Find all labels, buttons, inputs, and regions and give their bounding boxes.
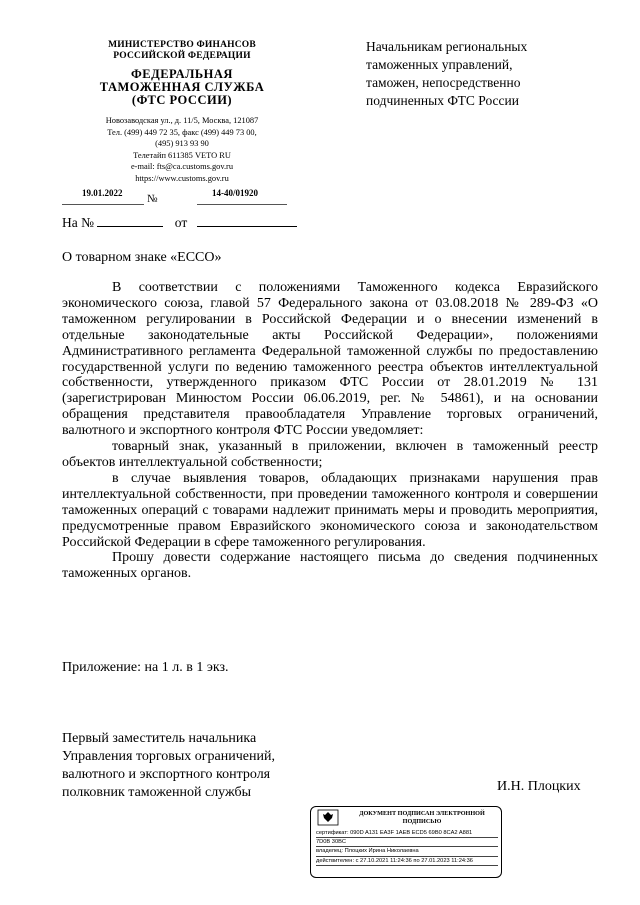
website: https://www.customs.gov.ru — [135, 173, 229, 183]
address-line-1: Новозаводская ул., д. 11/5, Москва, 121087 — [105, 116, 259, 125]
body-paragraph-2: товарный знак, указанный в приложении, включен в таможенный реестр объектов интеллектуальной собственности; — [62, 439, 598, 470]
attachment-note: Приложение: на 1 л. в 1 экз. — [62, 660, 229, 675]
emblem-icon — [317, 809, 339, 826]
signatory-name: И.Н. Плоцких — [497, 779, 581, 794]
agency-line-3: (ФТС РОССИИ) — [131, 93, 233, 107]
ref-date-line — [197, 214, 297, 227]
stamp-owner: владелец: Плоцких Ирина Николаевна — [316, 847, 498, 856]
address-line-2: Тел. (499) 449 72 35, факс (499) 449 73 00, — [107, 127, 257, 137]
number-underline — [197, 204, 287, 205]
subject: О товарном знаке «ЕССО» — [62, 250, 222, 265]
signatory-line-2: Управления торговых ограничений, — [62, 749, 275, 764]
stamp-title-line-1: ДОКУМЕНТ ПОДПИСАН ЭЛЕКТРОННОЙ — [359, 810, 485, 817]
agency-name — [58, 68, 306, 107]
addressee-line-3: таможен, непосредственно — [366, 75, 521, 90]
signatory-line-1: Первый заместитель начальника — [62, 731, 257, 746]
body-paragraph-4: Прошу довести содержание настоящего письма до сведения подчиненных таможенных органов. — [62, 550, 598, 582]
stamp-certificate-line-2: 7D0B 30BC — [316, 838, 498, 847]
electronic-signature-stamp — [310, 806, 502, 878]
body-paragraph-3: в случае выявления товаров, обладающих признаками нарушения прав интеллектуальной собственности, при проведении таможенного контроля и совершении таможенных операций с товарами надлежит принимать меры и проводить мероприятия, предусмотренные правом Евразийского экономического союза и законодательством Российской Федерации в сфере таможенного регулирования. — [62, 470, 598, 550]
agency-line-1: ФЕДЕРАЛЬНАЯ — [131, 67, 233, 81]
date-underline — [62, 204, 144, 205]
stamp-details — [316, 829, 498, 866]
addressee-line-1: Начальникам региональных — [366, 39, 528, 54]
agency-line-2: ТАМОЖЕННАЯ СЛУЖБА — [99, 80, 265, 94]
contact-block — [58, 115, 306, 185]
letter-body — [62, 280, 598, 582]
ministry-line-2: РОССИЙСКОЙ ФЕДЕРАЦИИ — [113, 51, 251, 61]
addressee-line-4: подчиненных ФТС России — [366, 93, 519, 108]
letterhead — [58, 40, 306, 185]
registration-number-sign: № — [147, 193, 158, 205]
address-line-3: (495) 913 93 90 — [155, 139, 209, 149]
ref-number-label: На № — [62, 215, 94, 230]
stamp-certificate-line-1: сертификат: 090D A131 EA3F 1AEB ECD5 69B0 8CA2 A881 — [316, 829, 498, 838]
signatory-line-3: валютного и экспортного контроля — [62, 767, 271, 782]
email: e-mail: fts@ca.customs.gov.ru — [130, 162, 234, 172]
signatory-position — [62, 730, 362, 802]
ministry-name — [58, 40, 306, 62]
stamp-title-line-2: ПОДПИСЬЮ — [402, 818, 442, 825]
addressee — [366, 38, 606, 110]
reference-row — [62, 214, 302, 231]
registration-number: 14-40/01920 — [212, 188, 258, 198]
registration-date: 19.01.2022 — [82, 188, 123, 198]
stamp-validity: действителен: с 27.10.2021 11:24:36 по 27.01.2023 11:24:36 — [316, 857, 498, 866]
ref-number-line — [97, 214, 163, 227]
stamp-title — [347, 810, 497, 826]
ministry-line-1: МИНИСТЕРСТВО ФИНАНСОВ — [108, 40, 256, 50]
addressee-line-2: таможенных управлений, — [366, 57, 513, 72]
signatory-line-4: полковник таможенной службы — [62, 785, 252, 800]
ref-from-label: от — [174, 215, 188, 230]
body-paragraph-1: В соответствии с положениями Таможенного кодекса Евразийского экономического союза, главой 57 Федерального закона от 03.08.2018 № 289-ФЗ «О таможенном регулировании в Российской Федерации и о внесении изменений в отдельные законодательные акты Российской Федерации», положениями Административного регламента Федеральной таможенной службы по предоставлению государственной услуги по ведению таможенного реестра объектов интеллектуальной собственности, утвержденного приказом ФТС России от 28.01.2019 № 131 (зарегистрирован Минюстом России 06.06.2019, рег. № 54861), и на основании обращения представителя правообладателя Управление торговых ограничений, валютного и экспортного контроля ФТС России уведомляет: — [62, 280, 598, 439]
teletype: Телетайп 611385 VETO RU — [133, 150, 231, 160]
